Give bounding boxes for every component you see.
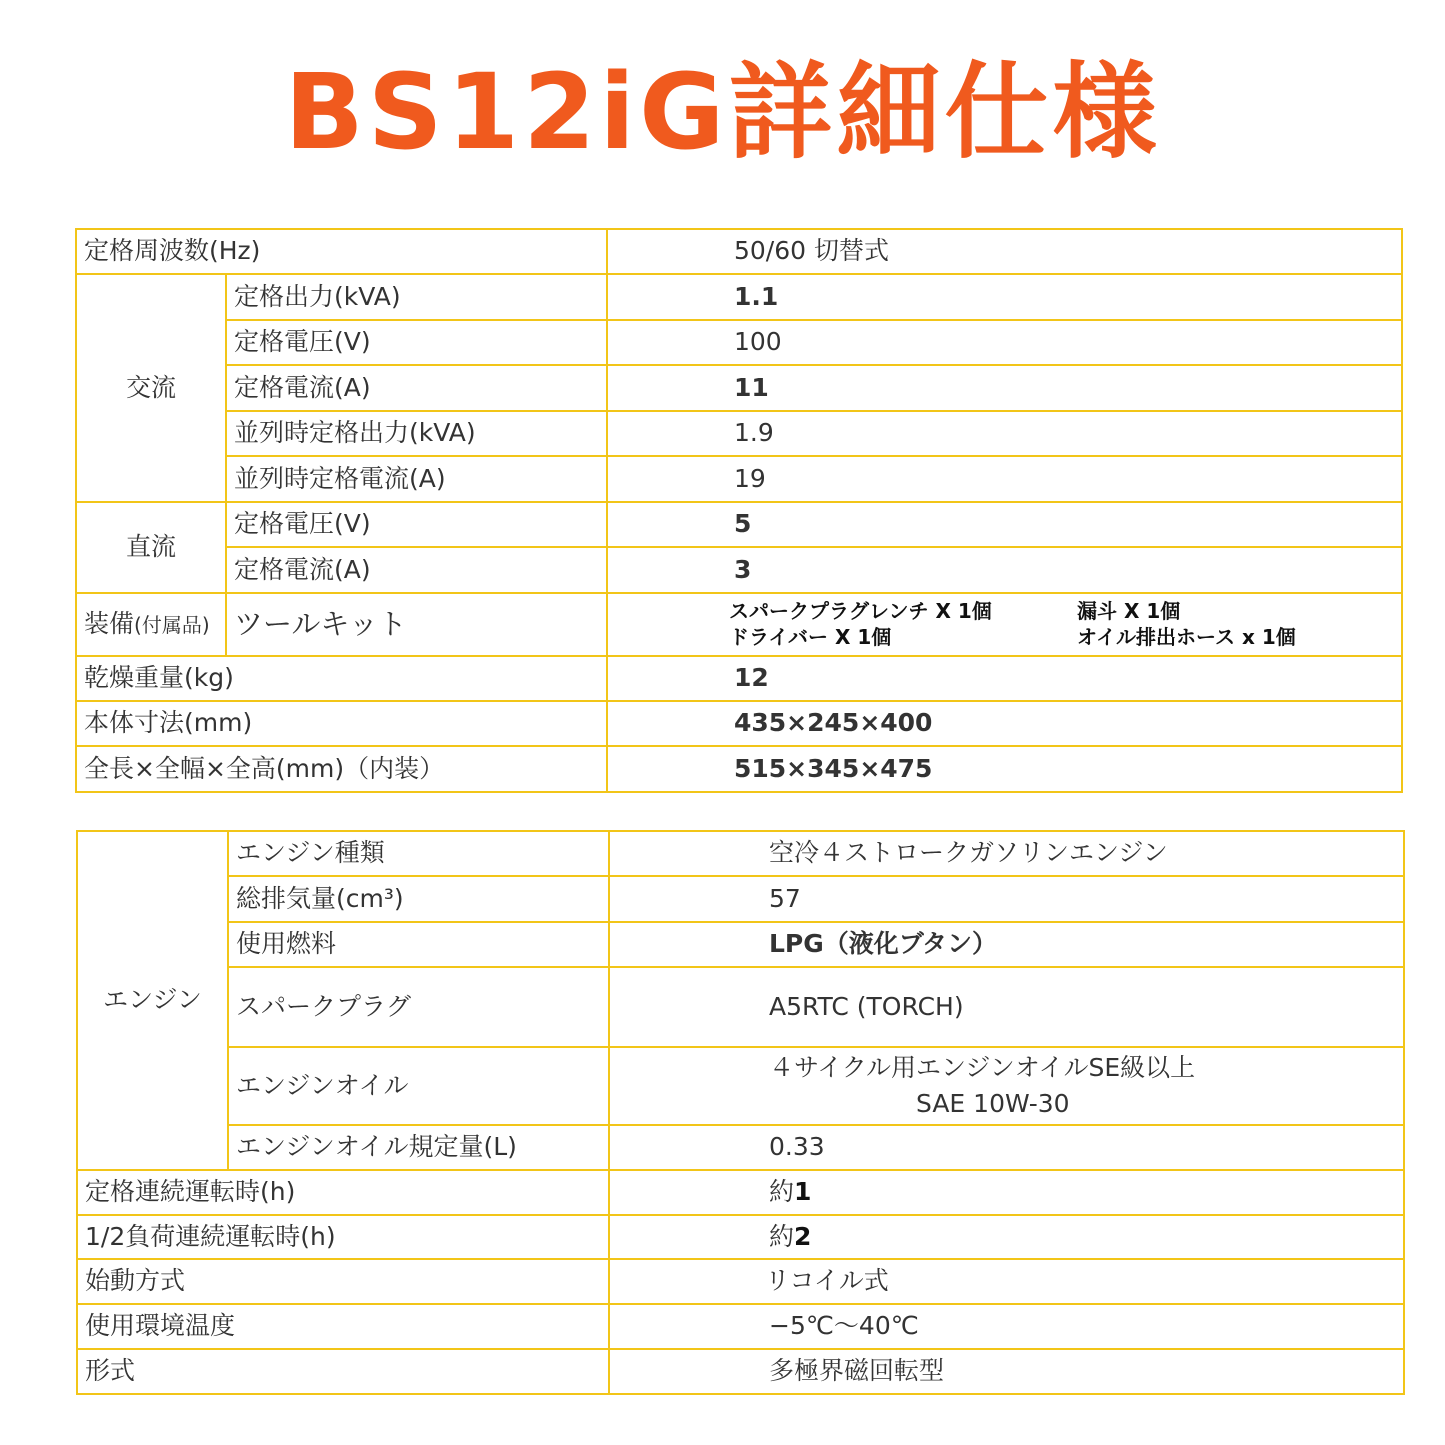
table-row xyxy=(77,967,1404,1047)
row-value xyxy=(609,922,1404,967)
row-label: 始動方式 xyxy=(77,1259,609,1304)
table-row xyxy=(76,502,1402,547)
table-row xyxy=(76,229,1402,274)
equipment-label xyxy=(76,593,226,656)
table-row xyxy=(77,1047,1404,1125)
engine-oil-line-2: SAE 10W-30 xyxy=(916,1089,1070,1118)
row-label: 定格周波数(Hz) xyxy=(76,229,607,274)
table-row xyxy=(77,1259,1404,1304)
row-label: 定格電流(A) xyxy=(226,547,607,593)
row-label: 1/2負荷連続運転時(h) xyxy=(77,1215,609,1259)
table-row xyxy=(76,746,1402,792)
list-item: スパークプラグレンチ X 1個 xyxy=(729,599,992,623)
row-value xyxy=(607,593,1402,656)
table-row xyxy=(77,922,1404,967)
spec-table-electrical xyxy=(75,228,1403,793)
table-row xyxy=(77,876,1404,922)
row-value xyxy=(609,1304,1404,1349)
value-text: 515×345×475 xyxy=(734,753,933,783)
value-text: 19 xyxy=(734,463,766,493)
row-label: 並列時定格出力(kVA) xyxy=(226,411,607,456)
row-value xyxy=(607,502,1402,547)
table-row xyxy=(77,1349,1404,1394)
row-value xyxy=(607,365,1402,411)
row-value xyxy=(607,656,1402,701)
row-label: 定格出力(kVA) xyxy=(226,274,607,320)
row-value xyxy=(609,831,1404,876)
row-value xyxy=(607,701,1402,746)
row-value xyxy=(607,547,1402,593)
row-value xyxy=(609,967,1404,1047)
value-text: 57 xyxy=(769,883,801,913)
row-label: 乾燥重量(kg) xyxy=(76,656,607,701)
row-value xyxy=(609,1125,1404,1170)
value-text: A5RTC (TORCH) xyxy=(769,991,964,1021)
row-value xyxy=(609,876,1404,922)
table-row xyxy=(77,1304,1404,1349)
row-value xyxy=(607,320,1402,365)
value-text: 5 xyxy=(734,509,752,539)
table-row xyxy=(76,411,1402,456)
row-value xyxy=(607,411,1402,456)
table-row xyxy=(77,1170,1404,1215)
row-value xyxy=(609,1349,1404,1394)
table-row xyxy=(77,831,1404,876)
value-text: 0.33 xyxy=(769,1132,825,1162)
value-text: 11 xyxy=(734,372,769,402)
row-value xyxy=(607,229,1402,274)
value-text: 100 xyxy=(734,327,782,357)
value-text: 約2 xyxy=(769,1221,812,1251)
table-row xyxy=(76,274,1402,320)
row-value xyxy=(607,274,1402,320)
list-item: オイル排出ホース x 1個 xyxy=(1077,625,1296,649)
row-value xyxy=(609,1170,1404,1215)
row-label: 使用環境温度 xyxy=(77,1304,609,1349)
row-label: 並列時定格電流(A) xyxy=(226,456,607,502)
row-label: 形式 xyxy=(77,1349,609,1394)
row-label: 全長×全幅×全高(mm)（内装） xyxy=(76,746,607,792)
value-text: 50/60 切替式 xyxy=(734,236,889,266)
value-text: 435×245×400 xyxy=(734,708,933,738)
row-label: エンジン種類 xyxy=(228,831,609,876)
list-item: 漏斗 X 1個 xyxy=(1077,599,1181,623)
row-label: エンジンオイル規定量(L) xyxy=(228,1125,609,1170)
table-row xyxy=(77,1215,1404,1259)
page-title: BS12iG詳細仕様 xyxy=(284,51,1161,173)
value-text: 12 xyxy=(734,663,769,693)
table-row xyxy=(76,547,1402,593)
equipment-label-sub: (付属品) xyxy=(134,613,210,638)
value-text: −5℃～40℃ xyxy=(769,1311,919,1341)
row-value xyxy=(609,1215,1404,1259)
list-item: ドライバー X 1個 xyxy=(729,625,892,649)
value-text: リコイル式 xyxy=(765,1266,889,1296)
row-label: 定格電流(A) xyxy=(226,365,607,411)
table-row xyxy=(76,593,1402,656)
table-row xyxy=(77,1125,1404,1170)
equipment-label-main: 装備 xyxy=(84,609,135,639)
spec-table-engine xyxy=(76,830,1405,1395)
group-label-ac: 交流 xyxy=(76,274,226,502)
value-text: LPG（液化ブタン） xyxy=(769,929,998,959)
table-row xyxy=(76,320,1402,365)
group-label-engine: エンジン xyxy=(77,831,228,1170)
table-row xyxy=(76,701,1402,746)
engine-oil-line-1: ４サイクル用エンジンオイルSE級以上 xyxy=(769,1052,1196,1082)
value-text: 3 xyxy=(734,554,752,584)
row-label: 本体寸法(mm) xyxy=(76,701,607,746)
row-label: 定格連続運転時(h) xyxy=(77,1170,609,1215)
row-label: 総排気量(cm³) xyxy=(228,876,609,922)
table-row xyxy=(76,365,1402,411)
row-label: 定格電圧(V) xyxy=(226,502,607,547)
engine-oil-value xyxy=(610,1050,1403,1123)
group-label-dc: 直流 xyxy=(76,502,226,593)
table-row xyxy=(76,656,1402,701)
value-text: 1.9 xyxy=(734,418,774,448)
row-label: 使用燃料 xyxy=(228,922,609,967)
value-text: 約1 xyxy=(769,1177,812,1207)
row-value xyxy=(607,456,1402,502)
value-text: 1.1 xyxy=(734,281,779,311)
accessory-list xyxy=(729,600,1401,649)
table-row xyxy=(76,456,1402,502)
row-label: スパークプラグ xyxy=(228,967,609,1047)
value-text: 空冷４ストロークガソリンエンジン xyxy=(769,838,1168,868)
row-value xyxy=(609,1259,1404,1304)
row-label: 定格電圧(V) xyxy=(226,320,607,365)
row-value xyxy=(607,746,1402,792)
value-text: 多極界磁回転型 xyxy=(769,1356,945,1386)
row-value xyxy=(609,1047,1404,1125)
row-label: エンジンオイル xyxy=(228,1047,609,1125)
equipment-sub-label: ツールキット xyxy=(226,593,607,656)
